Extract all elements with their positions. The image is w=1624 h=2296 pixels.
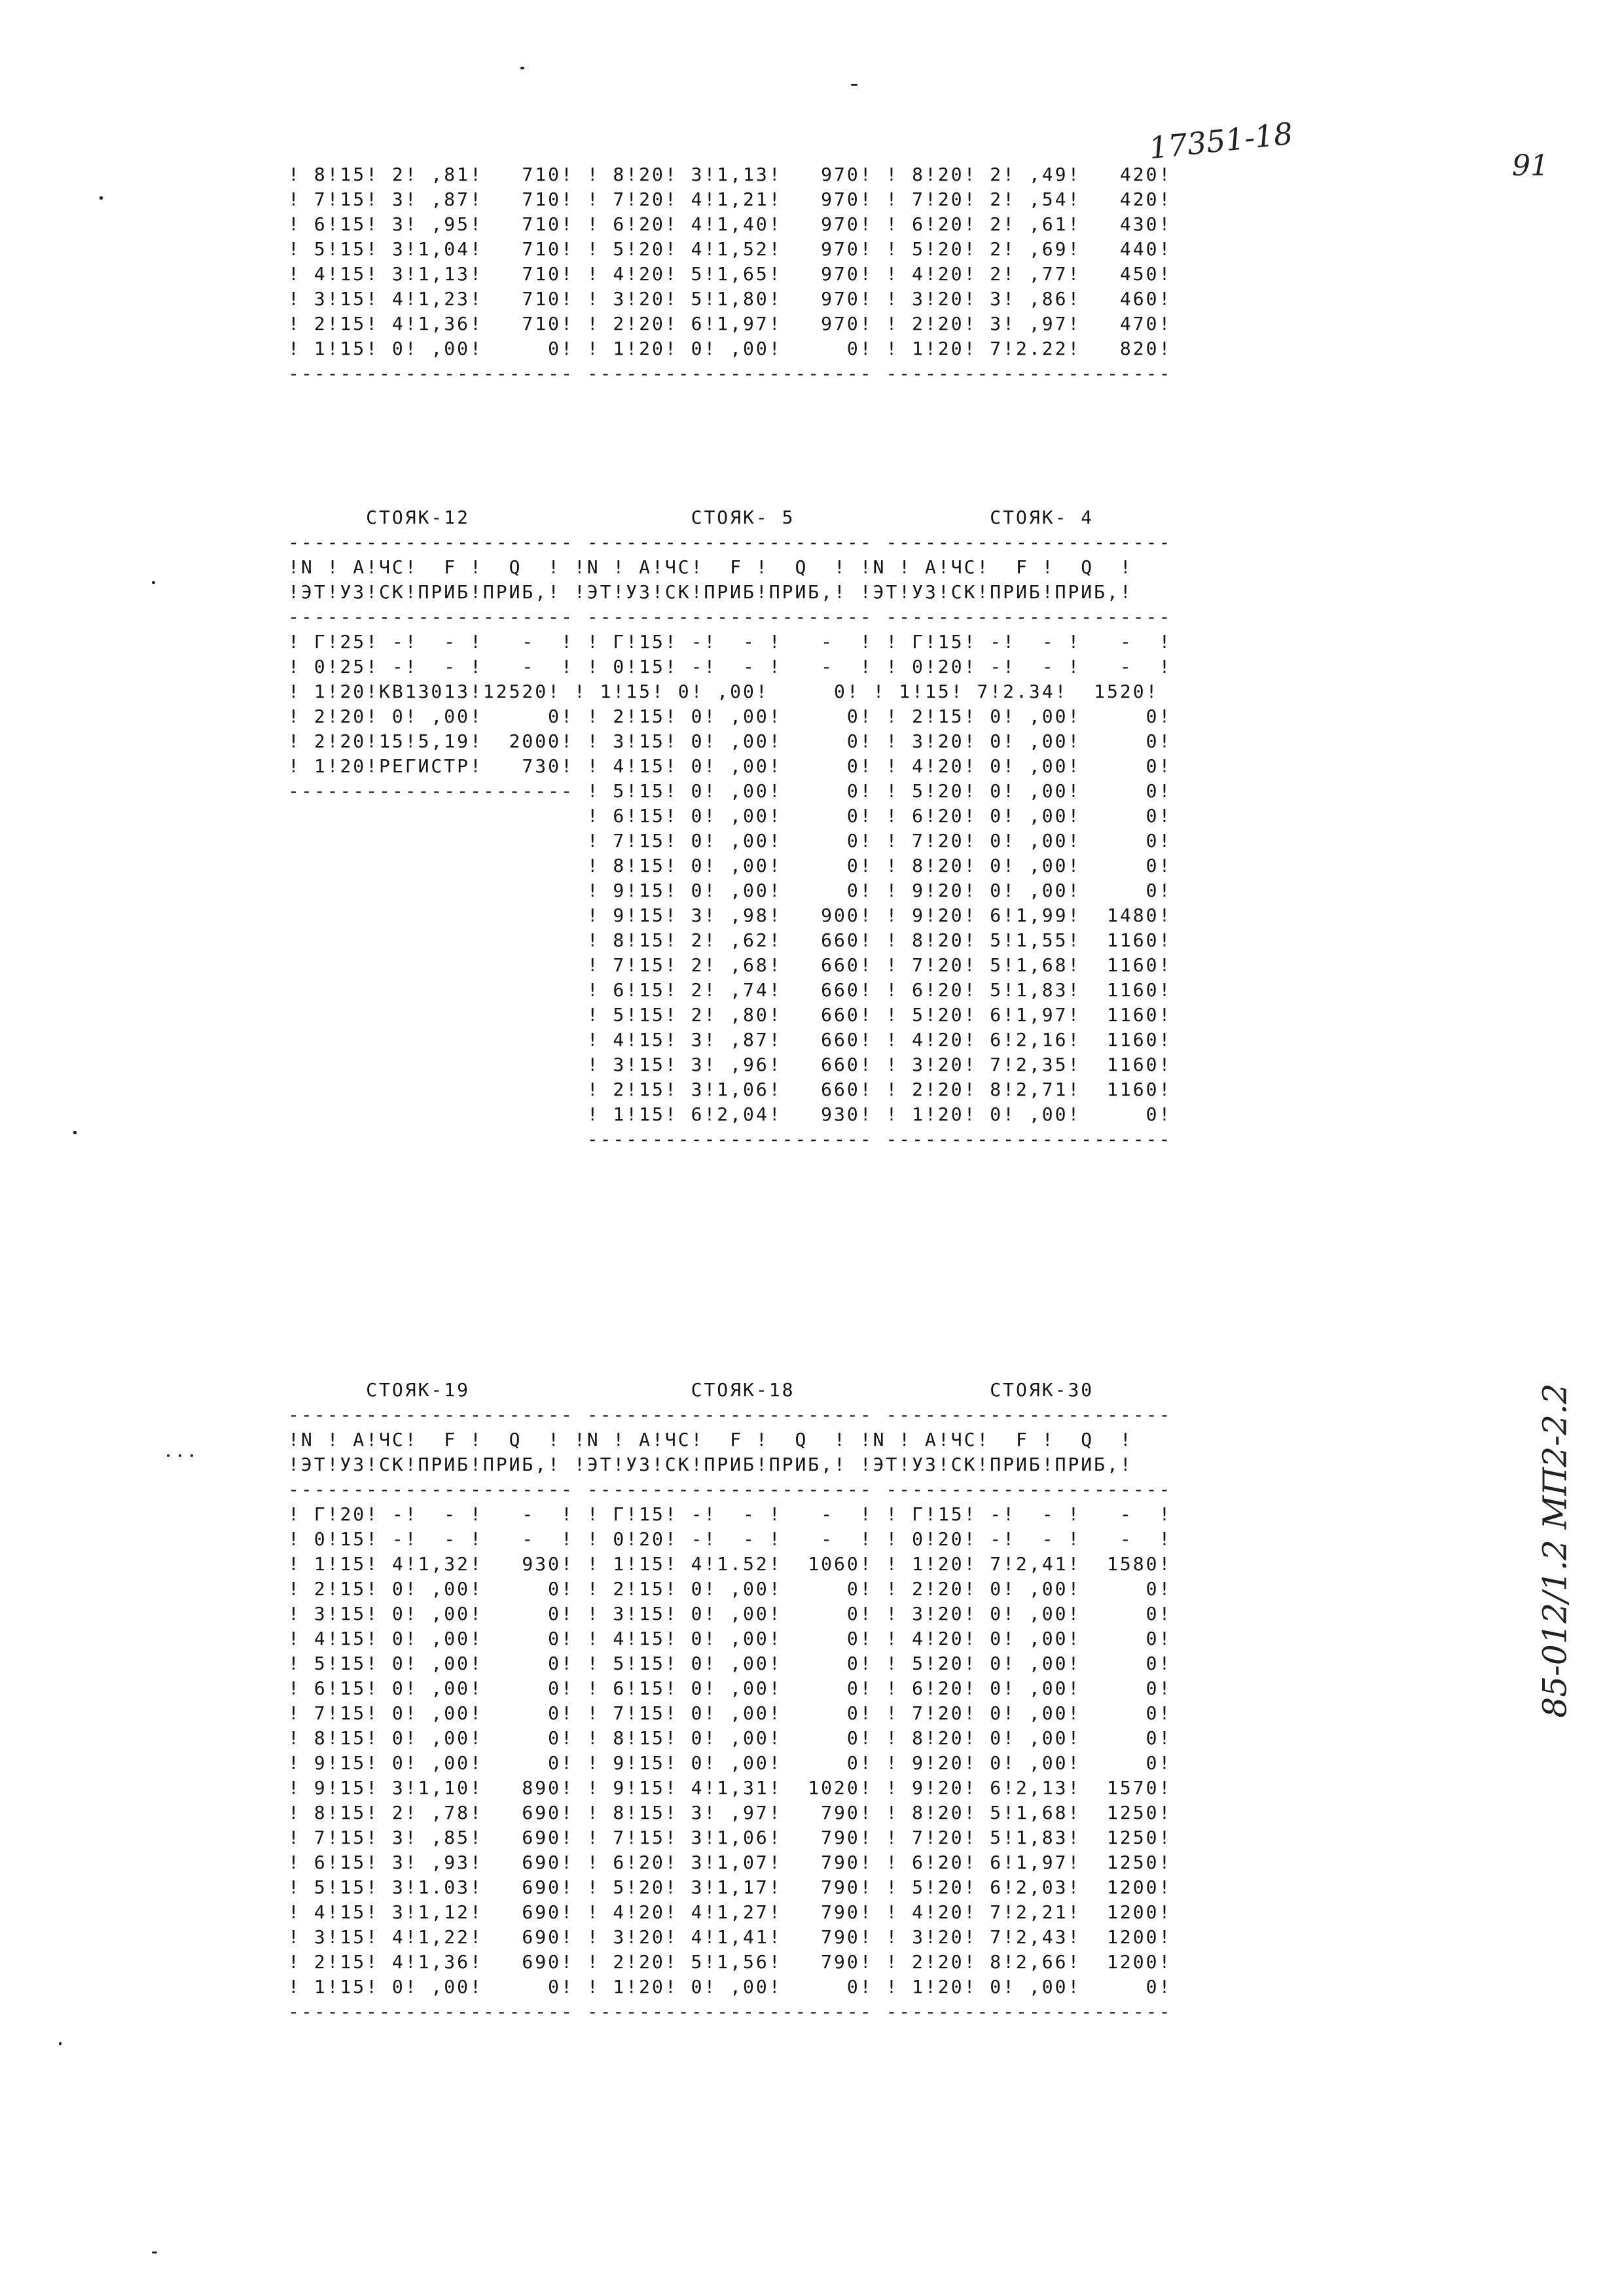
scan-speck [190, 1454, 193, 1457]
top-table-section: ! 8!15! 2! ,81! 710! ! 8!20! 3!1,13! 970! ! 8!20! 2! ,49! 420! ! 7!15! 3! ,87! 710! ! 7!20! 4!1,21! 970! ! 7!20! 2! ,54! 420! ! 6!15! 3! ,95! 710! ! 6!20! 4!1,40! 970! ! 6!20! 2! ,61! 430! ! 5!15! 3!1,04! 710! ! 5!20! 4!1,52! 970! ! 5!20! 2! ,69! 440! ! 4!15! 3!1,13! 710! ! 4!20! 5!1,65! 970! ! 4!20! 2! ,77! 450! ! 3!15! 4!1,23! 710! ! 3!20! 5!1,80! 970! ! 3!20! 3! ,86! 460! ! 2!15! 4!1,36! 710! ! 2!20! 6!1,97! 970! ! 2!20! 3! ,97! 470! ! 1!15! 0! ,00! 0! ! 1!20! 0! ,00! 0! ! 1!20! 7!2.22! 820! ---------------------- ---------------------- ---------------------- [288, 164, 1172, 384]
middle-table-section: СТОЯК-12 СТОЯК- 5 СТОЯК- 4 ---------------------- ---------------------- ---------------------- !N ! А!ЧС! F ! Q ! !N ! А!ЧС! F ! Q ! !N ! А!ЧС! F ! Q ! !ЭТ!УЗ!СК!ПРИБ!ПРИБ,! !ЭТ!УЗ!СК!ПРИБ!ПРИБ,! !ЭТ!УЗ!СК!ПРИБ!ПРИБ,! ---------------------- ---------------------- ---------------------- ! Г!25! -! - ! - ! ! Г!15! -! - ! - ! ! Г!15! -! - ! - ! ! 0!25! -! - ! - ! ! 0!15! -! - ! - ! ! 0!20! -! - ! - ! ! 1!20!КВ1301З!12520! ! 1!15! 0! ,00! 0! ! 1!15! 7!2.34! 1520! ! 2!20! 0! ,00! 0! ! 2!15! 0! ,00! 0! ! 2!15! 0! ,00! 0! ! 2!20!15!5,19! 2000! ! 3!15! 0! ,00! 0! ! 3!20! 0! ,00! 0! ! 1!20!РЕГИСТР! 730! ! 4!15! 0! ,00! 0! ! 4!20! 0! ,00! 0! ---------------------- ! 5!15! 0! ,00! 0! ! 5!20! 0! ,00! 0! ! 6!15! 0! ,00! 0! ! 6!20! 0! ,00! 0! ! 7!15! 0! ,00! 0! ! 7!20! 0! ,00! 0! ! 8!15! 0! ,00! 0! ! 8!20! 0! ,00! 0! ! 9!15! 0! ,00! 0! ! 9!20! 0! ,00! 0! ! 9!15! 3! ,98! 900! ! 9!20! 6!1,99! 1480! ! 8!15! 2! ,62! 660! ! 8!20! 5!1,55! 1160! ! 7!15! 2! ,68! 660! ! 7!20! 5!1,68! 1160! ! 6!15! 2! ,74! 660! ! 6!20! 5!1,83! 1160! ! 5!15! 2! ,80! 660! ! 5!20! 6!1,97! 1160! ! 4!15! 3! ,87! 660! ! 4!20! 6!2,16! 1160! ! 3!15! 3! ,96! 660! ! 3!20! 7!2,35! 1160! ! 2!15! 3!1,06! 660! ! 2!20! 8!2,71! 1160! ! 1!15! 6!2,04! 930! ! 1!20! 0! ,00! 0! ---------------------- ---------------------- [288, 507, 1172, 1150]
scan-speck [152, 581, 155, 584]
scan-speck [179, 1454, 181, 1457]
bottom-table-section: СТОЯК-19 СТОЯК-18 СТОЯК-30 ---------------------- ---------------------- ---------------------- !N ! А!ЧС! F ! Q ! !N ! А!ЧС! F ! Q ! !N ! А!ЧС! F ! Q ! !ЭТ!УЗ!СК!ПРИБ!ПРИБ,! !ЭТ!УЗ!СК!ПРИБ!ПРИБ,! !ЭТ!УЗ!СК!ПРИБ!ПРИБ,! ---------------------- ---------------------- ---------------------- ! Г!20! -! - ! - ! ! Г!15! -! - ! - ! ! Г!15! -! - ! - ! ! 0!15! -! - ! - ! ! 0!20! -! - ! - ! ! 0!20! -! - ! - ! ! 1!15! 4!1,32! 930! ! 1!15! 4!1.52! 1060! ! 1!20! 7!2,41! 1580! ! 2!15! 0! ,00! 0! ! 2!15! 0! ,00! 0! ! 2!20! 0! ,00! 0! ! 3!15! 0! ,00! 0! ! 3!15! 0! ,00! 0! ! 3!20! 0! ,00! 0! ! 4!15! 0! ,00! 0! ! 4!15! 0! ,00! 0! ! 4!20! 0! ,00! 0! ! 5!15! 0! ,00! 0! ! 5!15! 0! ,00! 0! ! 5!20! 0! ,00! 0! ! 6!15! 0! ,00! 0! ! 6!15! 0! ,00! 0! ! 6!20! 0! ,00! 0! ! 7!15! 0! ,00! 0! ! 7!15! 0! ,00! 0! ! 7!20! 0! ,00! 0! ! 8!15! 0! ,00! 0! ! 8!15! 0! ,00! 0! ! 8!20! 0! ,00! 0! ! 9!15! 0! ,00! 0! ! 9!15! 0! ,00! 0! ! 9!20! 0! ,00! 0! ! 9!15! 3!1,10! 890! ! 9!15! 4!1,31! 1020! ! 9!20! 6!2,13! 1570! ! 8!15! 2! ,78! 690! ! 8!15! 3! ,97! 790! ! 8!20! 5!1,68! 1250! ! 7!15! 3! ,85! 690! ! 7!15! 3!1,06! 790! ! 7!20! 5!1,83! 1250! ! 6!15! 3! ,93! 690! ! 6!20! 3!1,07! 790! ! 6!20! 6!1,97! 1250! ! 5!15! 3!1.03! 690! ! 5!20! 3!1,17! 790! ! 5!20! 6!2,03! 1200! ! 4!15! 3!1,12! 690! ! 4!20! 4!1,27! 790! ! 4!20! 7!2,21! 1200! ! 3!15! 4!1,22! 690! ! 3!20! 4!1,41! 790! ! 3!20! 7!2,43! 1200! ! 2!15! 4!1,36! 690! ! 2!20! 5!1,56! 790! ! 2!20! 8!2,66! 1200! ! 1!15! 0! ,00! 0! ! 1!20! 0! ,00! 0! ! 1!20! 0! ,00! 0! ---------------------- ---------------------- ---------------------- [288, 1379, 1172, 2022]
scan-speck [520, 67, 524, 69]
scan-speck [73, 1131, 77, 1134]
handwritten-side-code: 85-012/1.2 МП2-2.2 [1536, 1383, 1574, 1718]
scan-speck [99, 196, 103, 200]
scan-speck [167, 1454, 170, 1457]
scan-speck [59, 2042, 62, 2045]
scan-speck [851, 84, 857, 86]
handwritten-page-number: 91 [1512, 149, 1549, 183]
handwritten-doc-number: 17351-18 [1147, 115, 1295, 166]
scan-speck [152, 2251, 157, 2253]
